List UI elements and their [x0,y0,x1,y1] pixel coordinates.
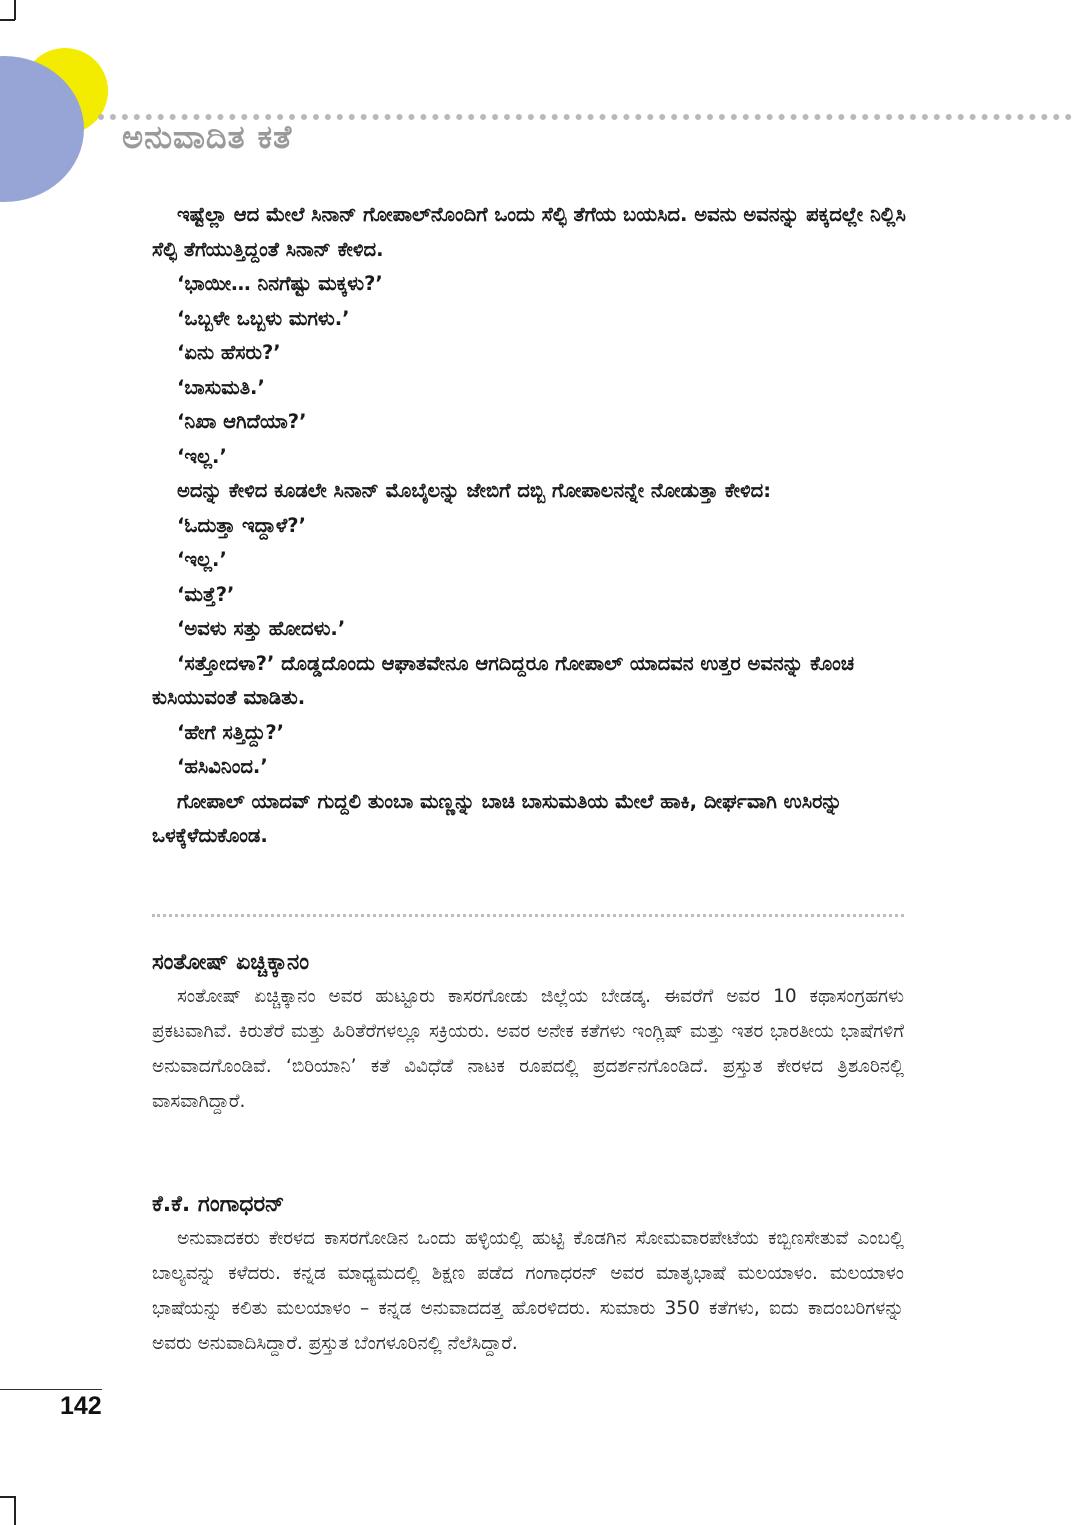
story-paragraph: ‘ಸತ್ತೋದಳಾ?’ ದೊಡ್ಡದೊಂದು ಆಘಾತವೇನೂ ಆಗದಿದ್ದರೂ ಗೋಪಾಲ್ ಯಾದವನ ಉತ್ತರ ಅವನನ್ನು ಕೊಂಚ ಕುಸಿಯುವಂತೆ ಮಾಡಿತು. [152,651,855,709]
dialogue-line: ‘ಏನು ಹೆಸರು?’ [177,341,281,364]
dialogue-line: ‘ಓದುತ್ತಾ ಇದ್ದಾಳೆ?’ [177,513,306,537]
story-paragraph: ಅದನ್ನು ಕೇಳಿದ ಕೂಡಲೇ ಸಿನಾನ್ ಮೊಬೈಲನ್ನು ಜೇಬಿಗೆ ದಬ್ಬಿ ಗೋಪಾಲನನ್ನೇ ನೋಡುತ್ತಾ ಕೇಳಿದ: [177,479,772,502]
section-separator [152,914,904,917]
dialogue-line: ‘ಇಲ್ಲ.’ [177,548,227,571]
dialogue-line: ‘ಒಬ್ಬಳೇ ಒಬ್ಬಳು ಮಗಳು.’ [177,306,350,330]
dialogue-line: ‘ಹಸಿವಿನಿಂದ.’ [177,755,268,778]
author-bio-text: ಸಂತೋಷ್ ಏಚ್ಚಿಕ್ಕಾನಂ ಅವರ ಹುಟ್ಟೂರು ಕಾಸರಗೋಡು ಜಿಲ್ಲೆಯ ಬೇಡಡ್ಕ. ಈವರೆಗೆ ಅವರ 10 ಕಥಾಸಂಗ್ರಹಗಳು ಪ್ರಕಟವಾಗಿವೆ. ಕಿರುತೆರೆ ಮತ್ತು ಹಿರಿತೆರೆಗಳಲ್ಲೂ ಸಕ್ರಿಯರು. ಅವರ ಅನೇಕ ಕತೆಗಳು ಇಂಗ್ಲಿಷ್ ಮತ್ತು ಇತರ ಭಾರತೀಯ ಭಾಷೆಗಳಿಗೆ ಅನುವಾದಗೊಂಡಿವೆ. ‘ಬಿರಿಯಾನಿ’ ಕತೆ ವಿವಿಧೆಡೆ ನಾಟಕ ರೂಪದಲ್ಲಿ ಪ್ರದರ್ಶನಗೊಂಡಿದೆ. ಪ್ರಸ್ತುತ ಕೇರಳದ ತ್ರಿಶೂರಿನಲ್ಲಿ ವಾಸವಾಗಿದ್ದಾರೆ. [152,986,904,1112]
story-paragraph: ಗೋಪಾಲ್ ಯಾದವ್ ಗುದ್ದಲಿ ತುಂಬಾ ಮಣ್ಣನ್ನು ಬಾಚಿ ಬಾಸುಮತಿಯ ಮೇಲೆ ಹಾಕಿ, ದೀರ್ಘವಾಗಿ ಉಸಿರನ್ನು ಒಳಕ್ಕೆಳೆದುಕೊಂಡ. [152,789,843,847]
dialogue-line: ‘ಮತ್ತೆ?’ [177,582,235,606]
dialogue-line: ‘ಅವಳು ಸತ್ತು ಹೋದಳು.’ [177,617,346,640]
page-number-rule [0,1389,102,1390]
dialogue-line: ‘ನಿಖಾ ಆಗಿದೆಯಾ?’ [177,410,307,433]
section-title: ಅನುವಾದಿತ ಕತೆ [122,118,293,156]
story-body [152,198,912,854]
translator-name: ಕೆ.ಕೆ. ಗಂಗಾಧರನ್ [152,1192,285,1217]
crop-mark-bottom-left-h [0,1496,15,1498]
crop-mark-bottom-left-v [14,1496,16,1525]
dialogue-line: ‘ಭಾಯೀ… ನಿನಗೆಷ್ಟು ಮಕ್ಕಳು?’ [177,272,383,295]
author-name: ಸಂತೋಷ್ ಏಚ್ಚಿಕ್ಕಾನಂ [152,950,309,975]
author-bio [152,950,904,1119]
dialogue-line: ‘ಹೇಗೆ ಸತ್ತಿದ್ದು?’ [177,720,285,744]
page-number: 142 [60,1392,102,1420]
crop-mark-top-left-h [0,19,15,21]
dialogue-line: ‘ಇಲ್ಲ.’ [177,444,227,468]
story-paragraph: ಇಷ್ಟೆಲ್ಲಾ ಆದ ಮೇಲೆ ಸಿನಾನ್ ಗೋಪಾಲ್‌ನೊಂದಿಗೆ ಒಂದು ಸೆಲ್ಫಿ ತೆಗೆಯ ಬಯಸಿದ. ಅವನು ಅವನನ್ನು ಪಕ್ಕದಲ್ಲೇ ನಿಲ್ಲಿಸಿ ಸೆಲ್ಫಿ ತೆಗೆಯುತ್ತಿದ್ದಂತೆ ಸಿನಾನ್ ಕೇಳಿದ. [152,203,906,261]
translator-bio [152,1192,904,1361]
translator-bio-text: ಅನುವಾದಕರು ಕೇರಳದ ಕಾಸರಗೋಡಿನ ಒಂದು ಹಳ್ಳಿಯಲ್ಲಿ ಹುಟ್ಟಿ ಕೊಡಗಿನ ಸೋಮವಾರಪೇಟೆಯ ಕಬ್ಬಿಣಸೇತುವೆ ಎಂಬಲ್ಲಿ ಬಾಲ್ಯವನ್ನು ಕಳೆದರು. ಕನ್ನಡ ಮಾಧ್ಯಮದಲ್ಲಿ ಶಿಕ್ಷಣ ಪಡೆದ ಗಂಗಾಧರನ್ ಅವರ ಮಾತೃಭಾಷೆ ಮಲಯಾಳಂ. ಮಲಯಾಳಂ ಭಾಷೆಯನ್ನು ಕಲಿತು ಮಲಯಾಳಂ – ಕನ್ನಡ ಅನುವಾದದತ್ತ ಹೊರಳಿದರು. ಸುಮಾರು 350 ಕತೆಗಳು, ಐದು ಕಾದಂಬರಿಗಳನ್ನು ಅವರು ಅನುವಾದಿಸಿದ್ದಾರೆ. ಪ್ರಸ್ತುತ ಬೆಂಗಳೂರಿನಲ್ಲಿ ನೆಲೆಸಿದ್ದಾರೆ. [152,1228,904,1354]
dialogue-line: ‘ಬಾಸುಮತಿ.’ [177,375,265,399]
crop-mark-top-left-v [14,0,16,20]
